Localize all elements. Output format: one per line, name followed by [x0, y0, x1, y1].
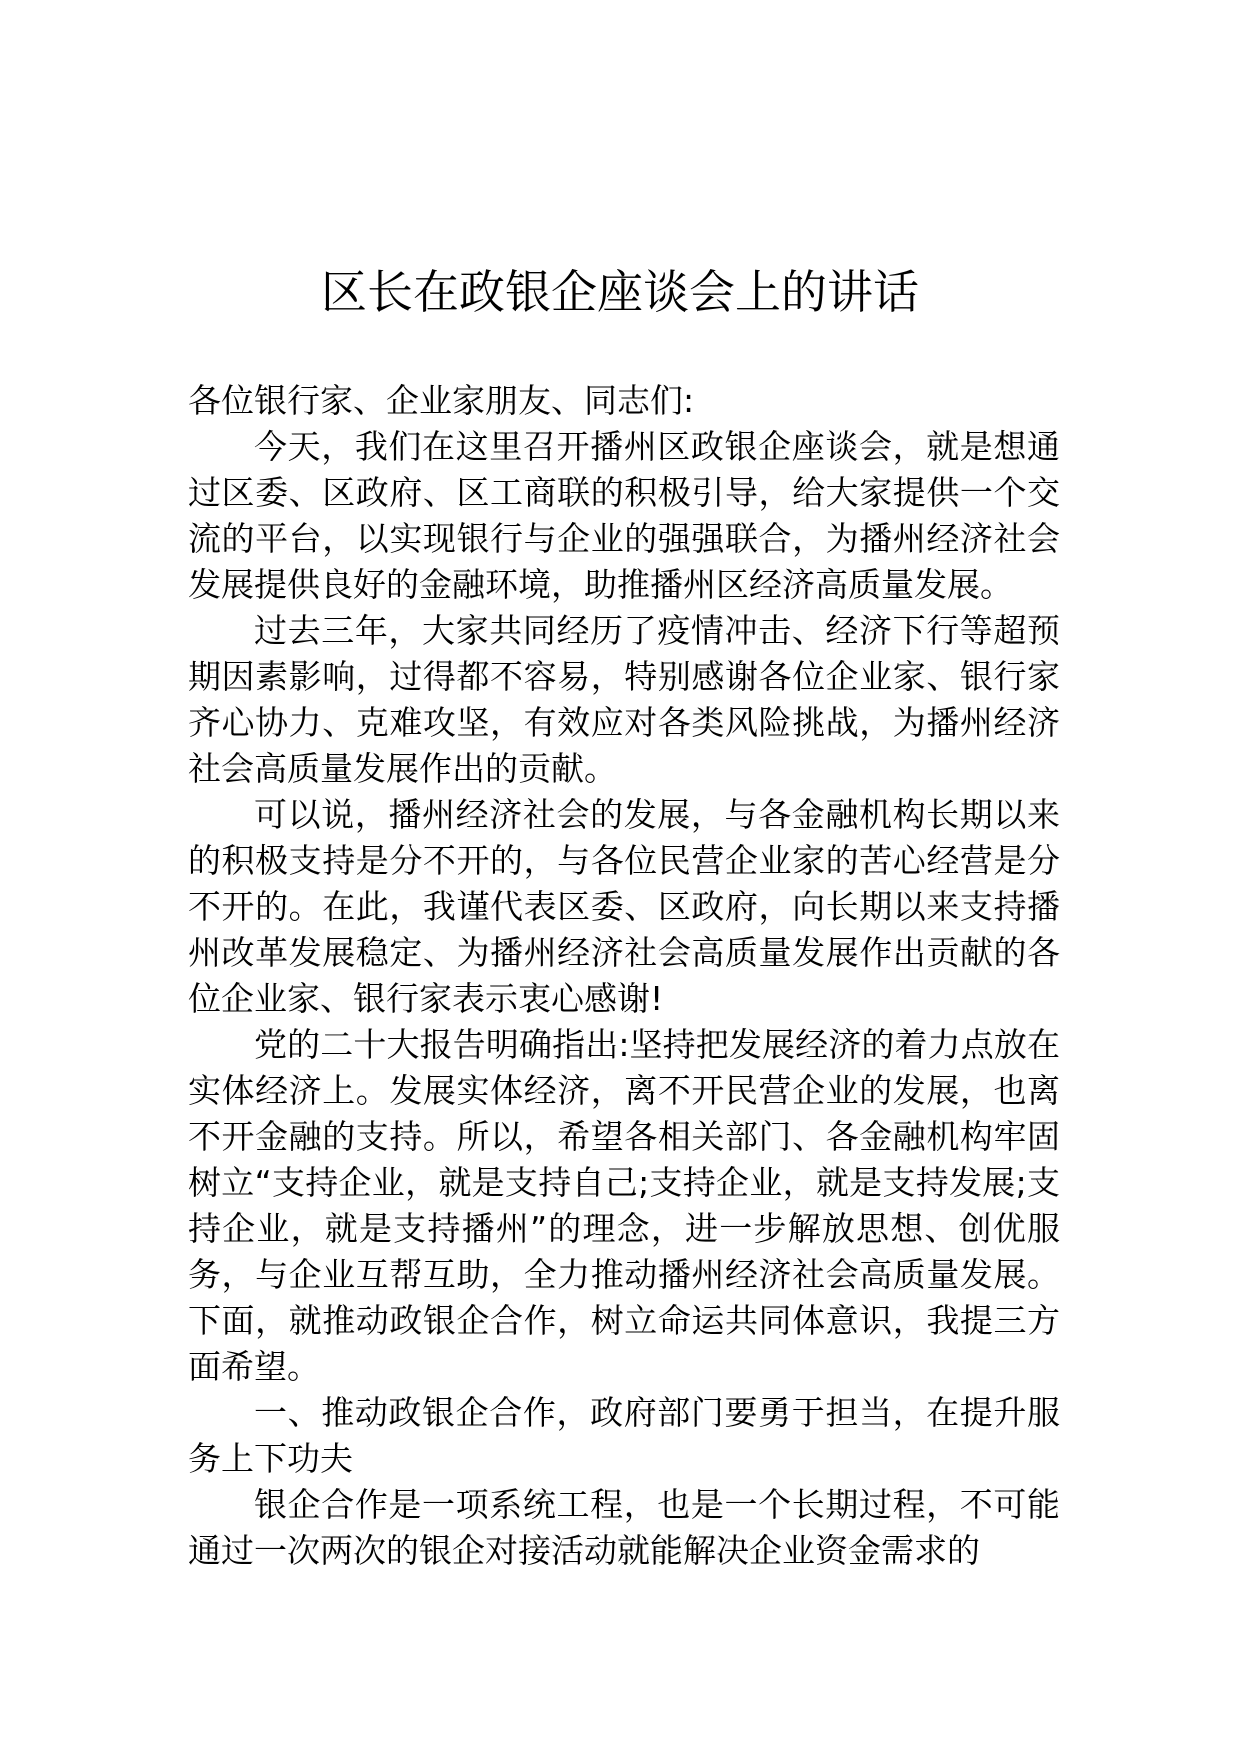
salutation: 各位银行家、企业家朋友、同志们: — [188, 381, 695, 420]
section-heading: 一、推动政银企合作，政府部门要勇于担当，在提升服务上下功夫 — [188, 1393, 1060, 1478]
paragraph-opening: 今天，我们在这里召开播州区政银企座谈会，就是想通过区委、区政府、区工商联的积极引导，给大家提供一个交流的平台，以实现银行与企业的强强联合，为播州经济社会发展提供良好的金融环境，助推播州区经济高质量发展。 — [188, 427, 1060, 604]
document-title: 区长在政银企座谈会上的讲话 — [321, 265, 919, 319]
document-body — [188, 378, 1060, 1574]
paragraph-past-three-years: 过去三年，大家共同经历了疫情冲击、经济下行等超预期因素影响，过得都不容易，特别感谢各位企业家、银行家齐心协力、克难攻坚，有效应对各类风险挑战，为播州经济社会高质量发展作出的贡献。 — [188, 611, 1060, 788]
paragraph-twentieth-congress: 党的二十大报告明确指出:坚持把发展经济的着力点放在实体经济上。发展实体经济，离不开民营企业的发展，也离不开金融的支持。所以，希望各相关部门、各金融机构牢固树立“支持企业，就是支持自己;支持企业，就是支持发展;支持企业，就是支持播州”的理念，进一步解放思想、创优服务，与企业互帮互助，全力推动播州经济社会高质量发展。下面，就推动政银企合作，树立命运共同体意识，我提三方面希望。 — [188, 1025, 1060, 1386]
paragraph-bank-enterprise-cooperation: 银企合作是一项系统工程，也是一个长期过程，不可能通过一次两次的银企对接活动就能解决企业资金需求的 — [188, 1485, 1060, 1570]
paragraph-thanks: 可以说，播州经济社会的发展，与各金融机构长期以来的积极支持是分不开的，与各位民营企业家的苦心经营是分不开的。在此，我谨代表区委、区政府，向长期以来支持播州改革发展稳定、为播州经济社会高质量发展作出贡献的各位企业家、银行家表示衷心感谢! — [188, 795, 1060, 1018]
